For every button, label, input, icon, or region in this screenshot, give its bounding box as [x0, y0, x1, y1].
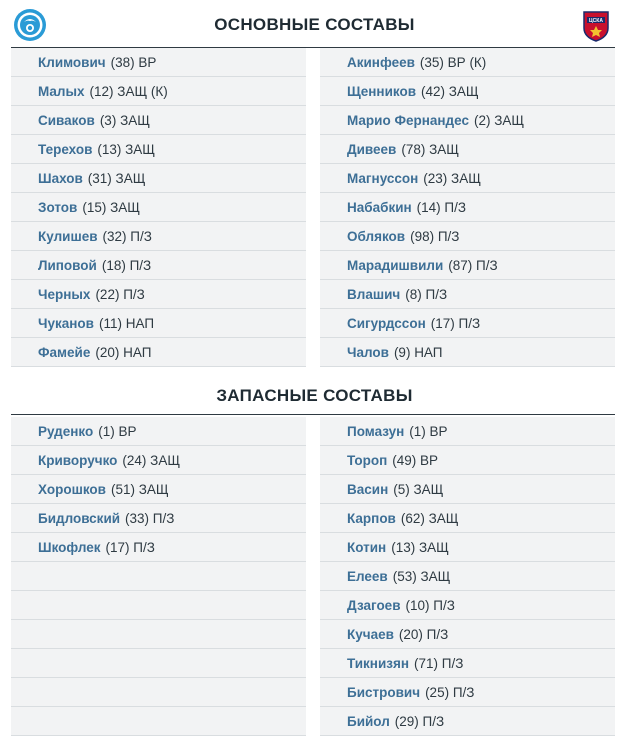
player-number-position: (18) П/З	[101, 257, 152, 273]
player-name-link[interactable]: Дивеев	[347, 141, 397, 157]
player-number-position: (17) П/З	[430, 315, 481, 331]
substitutes-title: ЗАПАСНЫЕ СОСТАВЫ	[216, 386, 413, 405]
empty-row	[11, 707, 306, 736]
player-row	[11, 106, 306, 135]
player-number-position: (31) ЗАЩ	[87, 170, 146, 186]
player-row	[320, 48, 615, 77]
empty-row	[11, 678, 306, 707]
player-row	[11, 193, 306, 222]
player-row	[11, 446, 306, 475]
player-row	[11, 164, 306, 193]
orenburg-crest-icon[interactable]	[13, 8, 47, 42]
home-substitutes-list	[11, 417, 306, 736]
player-name-link[interactable]: Карпов	[347, 510, 396, 526]
player-row	[320, 504, 615, 533]
player-name-link[interactable]: Елеев	[347, 568, 388, 584]
player-name-link[interactable]: Фамейе	[38, 344, 91, 360]
player-row	[11, 135, 306, 164]
player-number-position: (1) ВР	[409, 423, 448, 439]
player-row	[11, 338, 306, 367]
cska-crest-icon[interactable]	[581, 8, 611, 42]
empty-row	[11, 620, 306, 649]
player-number-position: (25) П/З	[425, 684, 475, 700]
player-name-link[interactable]: Васин	[347, 481, 389, 497]
player-name-link[interactable]: Тороп	[347, 452, 388, 468]
player-number-position: (10) П/З	[405, 597, 455, 613]
player-name-link[interactable]: Бистрович	[347, 684, 421, 700]
player-number-position: (35) ВР (К)	[419, 54, 487, 70]
player-number-position: (62) ЗАЩ	[400, 510, 459, 526]
player-row	[11, 280, 306, 309]
player-name-link[interactable]: Малых	[38, 83, 85, 99]
player-number-position: (13) ЗАЩ	[391, 539, 449, 555]
player-row	[320, 77, 615, 106]
player-number-position: (78) ЗАЩ	[401, 141, 459, 157]
player-number-position: (8) П/З	[405, 286, 448, 302]
player-row	[320, 106, 615, 135]
player-name-link[interactable]: Котин	[347, 539, 387, 555]
player-row	[320, 280, 615, 309]
empty-row	[11, 562, 306, 591]
player-name-link[interactable]: Марио Фернандес	[347, 112, 469, 128]
player-row	[11, 533, 306, 562]
player-row	[11, 77, 306, 106]
starting-lineups-title: ОСНОВНЫЕ СОСТАВЫ	[214, 15, 415, 34]
player-number-position: (12) ЗАЩ (К)	[89, 83, 168, 99]
away-starting-list	[320, 48, 615, 367]
player-row	[11, 222, 306, 251]
player-number-position: (22) П/З	[95, 286, 145, 302]
player-row	[320, 620, 615, 649]
player-number-position: (33) П/З	[125, 510, 175, 526]
player-row	[11, 48, 306, 77]
player-row	[320, 591, 615, 620]
player-name-link[interactable]: Помазун	[347, 423, 405, 439]
player-row	[320, 475, 615, 504]
player-row	[320, 533, 615, 562]
player-name-link[interactable]: Липовой	[38, 257, 97, 273]
player-name-link[interactable]: Щенников	[347, 83, 416, 99]
substitutes-lineups	[0, 415, 629, 735]
player-row	[320, 446, 615, 475]
player-row	[320, 309, 615, 338]
player-name-link[interactable]: Бийол	[347, 713, 390, 729]
player-number-position: (42) ЗАЩ	[421, 83, 479, 99]
player-row	[11, 417, 306, 446]
starting-lineups	[0, 47, 629, 367]
player-name-link[interactable]: Обляков	[347, 228, 406, 244]
player-name-link[interactable]: Зотов	[38, 199, 78, 215]
player-name-link[interactable]: Криворучко	[38, 452, 118, 468]
player-number-position: (51) ЗАЩ	[110, 481, 169, 497]
player-row	[320, 338, 615, 367]
player-name-link[interactable]: Чуканов	[38, 315, 94, 331]
empty-row	[11, 649, 306, 678]
player-name-link[interactable]: Хорошков	[38, 481, 106, 497]
player-name-link[interactable]: Сигурдссон	[347, 315, 426, 331]
player-row	[320, 251, 615, 280]
player-number-position: (38) ВР	[110, 54, 157, 70]
player-number-position: (20) П/З	[398, 626, 449, 642]
player-name-link[interactable]: Чалов	[347, 344, 389, 360]
player-number-position: (71) П/З	[413, 655, 464, 671]
player-number-position: (1) ВР	[98, 423, 137, 439]
player-row	[320, 193, 615, 222]
player-name-link[interactable]: Дзагоев	[347, 597, 401, 613]
player-number-position: (87) П/З	[448, 257, 498, 273]
player-row	[320, 707, 615, 736]
player-name-link[interactable]: Марадишвили	[347, 257, 444, 273]
player-name-link[interactable]: Шкофлек	[38, 539, 101, 555]
player-number-position: (53) ЗАЩ	[392, 568, 451, 584]
home-starting-list	[11, 48, 306, 367]
player-name-link[interactable]: Терехов	[38, 141, 93, 157]
player-row	[11, 504, 306, 533]
player-number-position: (49) ВР	[392, 452, 439, 468]
substitutes-header	[0, 367, 629, 412]
player-name-link[interactable]: Акинфеев	[347, 54, 415, 70]
player-number-position: (24) ЗАЩ	[122, 452, 180, 468]
svg-text:ЦСКА: ЦСКА	[589, 18, 603, 24]
player-name-link[interactable]: Руденко	[38, 423, 94, 439]
player-number-position: (17) П/З	[105, 539, 155, 555]
starting-lineups-header	[0, 0, 629, 47]
player-number-position: (29) П/З	[394, 713, 445, 729]
player-number-position: (13) ЗАЩ	[97, 141, 155, 157]
player-name-link[interactable]: Черных	[38, 286, 91, 302]
player-name-link[interactable]: Бидловский	[38, 510, 121, 526]
player-number-position: (3) ЗАЩ	[99, 112, 150, 128]
player-number-position: (98) П/З	[410, 228, 460, 244]
player-name-link[interactable]: Климович	[38, 54, 106, 70]
player-name-link[interactable]: Сиваков	[38, 112, 95, 128]
player-name-link[interactable]: Набабкин	[347, 199, 412, 215]
player-name-link[interactable]: Кулишев	[38, 228, 98, 244]
player-number-position: (14) П/З	[416, 199, 467, 215]
player-row	[320, 135, 615, 164]
player-number-position: (20) НАП	[95, 344, 152, 360]
away-substitutes-list	[320, 417, 615, 736]
player-row	[11, 475, 306, 504]
player-row	[320, 562, 615, 591]
player-number-position: (9) НАП	[393, 344, 443, 360]
player-name-link[interactable]: Влашич	[347, 286, 401, 302]
empty-row	[11, 591, 306, 620]
player-number-position: (11) НАП	[98, 315, 155, 331]
player-name-link[interactable]: Шахов	[38, 170, 83, 186]
player-number-position: (5) ЗАЩ	[393, 481, 444, 497]
player-number-position: (15) ЗАЩ	[82, 199, 140, 215]
player-number-position: (32) П/З	[102, 228, 152, 244]
player-row	[320, 222, 615, 251]
player-row	[320, 678, 615, 707]
player-name-link[interactable]: Кучаев	[347, 626, 394, 642]
player-row	[11, 309, 306, 338]
player-row	[11, 251, 306, 280]
player-number-position: (23) ЗАЩ	[423, 170, 481, 186]
player-number-position: (2) ЗАЩ	[473, 112, 525, 128]
player-name-link[interactable]: Тикнизян	[347, 655, 409, 671]
player-name-link[interactable]: Магнуссон	[347, 170, 419, 186]
player-row	[320, 164, 615, 193]
player-row	[320, 649, 615, 678]
player-row	[320, 417, 615, 446]
